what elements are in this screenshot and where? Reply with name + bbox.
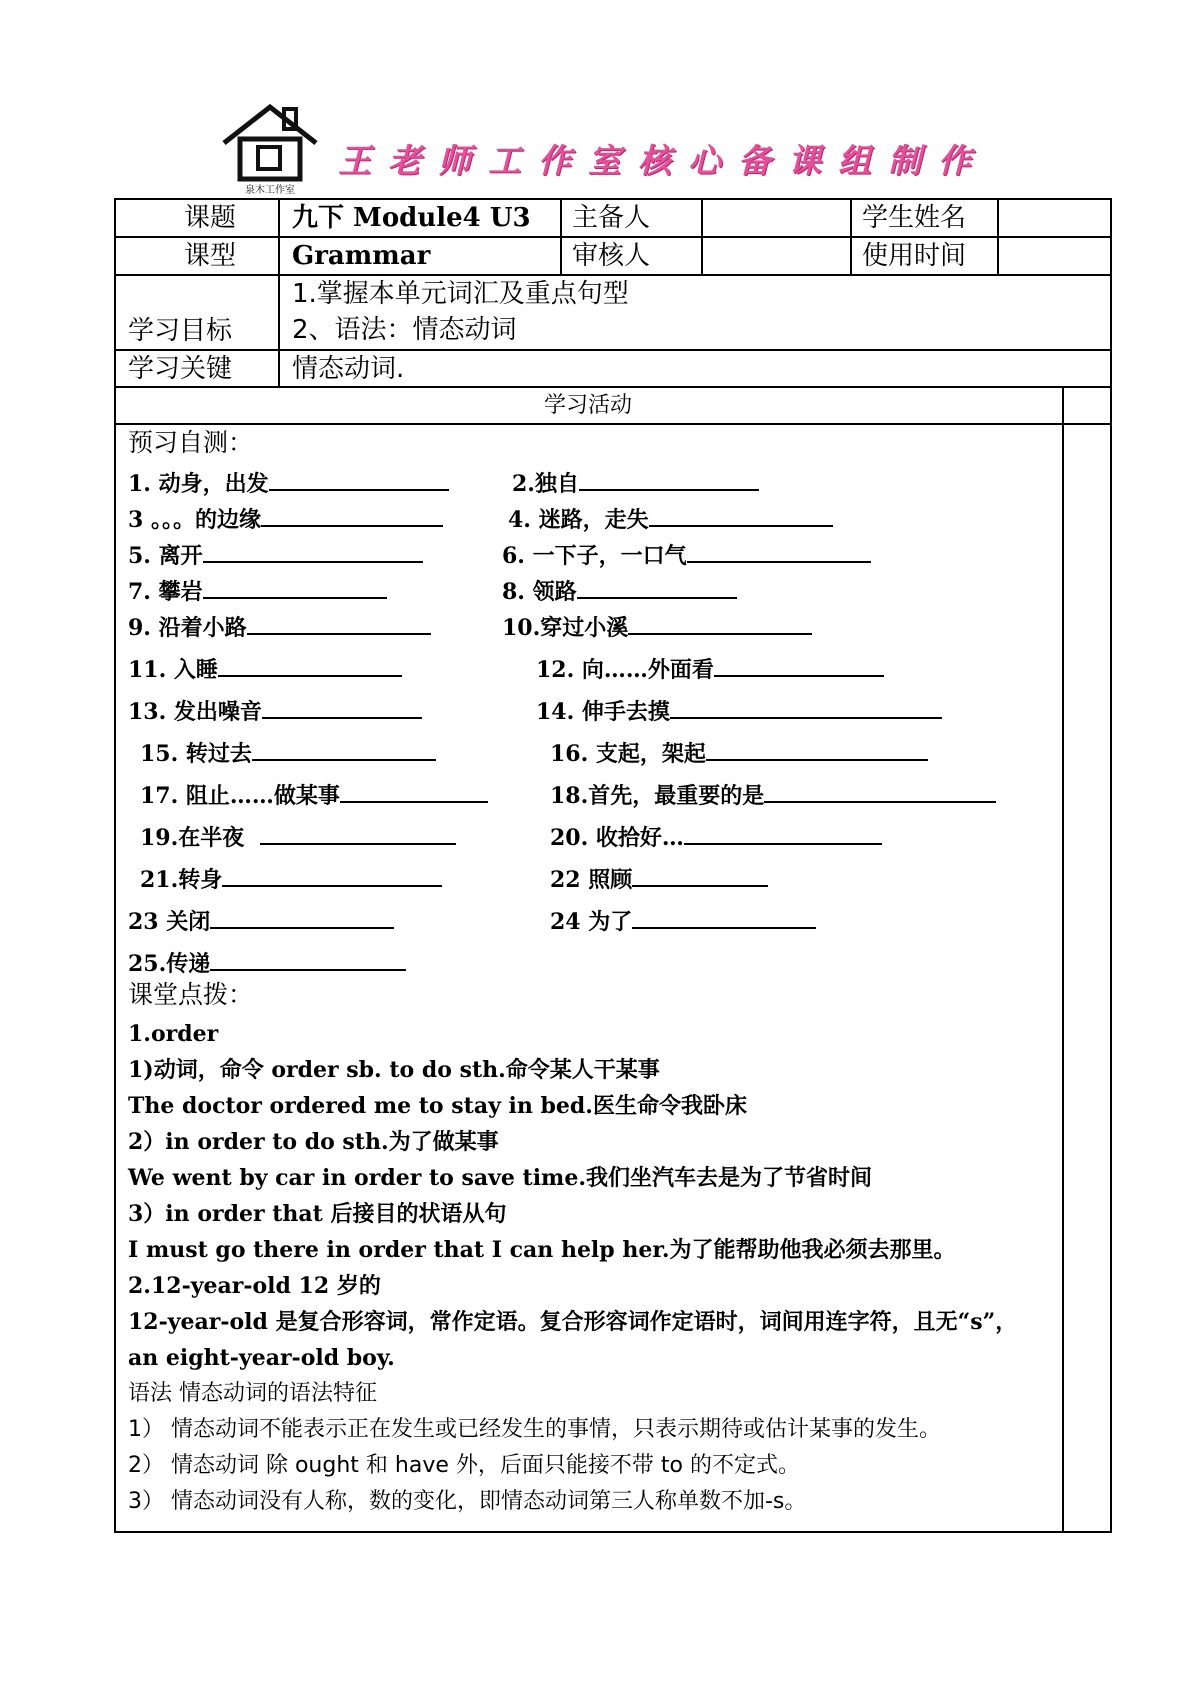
guidance-line: 3）in order that 后接目的状语从句 — [128, 1201, 507, 1227]
row-divider — [114, 236, 1112, 238]
banner-title: 王老师工作室核心备课组制作 — [338, 141, 988, 180]
usage-time-label: 使用时间 — [862, 241, 967, 271]
vocab-item: 12. 向……外面看 — [536, 653, 884, 684]
guidance-line: an eight-year-old boy. — [128, 1345, 395, 1371]
col-divider — [278, 198, 280, 386]
row-divider — [114, 274, 1112, 276]
grammar-line: 3） 情态动词没有人称，数的变化，即情态动词第三人称单数不加-s。 — [128, 1489, 807, 1514]
topic-value: 九下 Module4 U3 — [292, 203, 531, 233]
col-divider — [560, 198, 562, 274]
vocab-item: 8. 领路 — [502, 575, 737, 606]
guidance-line: 1)动词，命令 order sb. to do sth.命令某人干某事 — [128, 1057, 660, 1083]
grammar-line: 2） 情态动词 除 ought 和 have 外，后面只能接不带 to 的不定式。 — [128, 1453, 800, 1478]
vocab-item: 4. 迷路，走失 — [508, 503, 833, 534]
vocab-item: 10.穿过小溪 — [502, 611, 812, 642]
student-name-label: 学生姓名 — [862, 203, 967, 233]
type-value: Grammar — [292, 241, 431, 271]
key-label: 学习关键 — [128, 354, 233, 384]
grammar-title: 语法 情态动词的语法特征 — [128, 1381, 377, 1406]
row-divider — [114, 386, 1112, 388]
vocab-item: 16. 支起，架起 — [550, 737, 928, 768]
vocab-item: 1. 动身，出发 — [128, 467, 449, 498]
goal-line-1: 1.掌握本单元词汇及重点句型 — [292, 279, 629, 309]
guidance-line: The doctor ordered me to stay in bed.医生命令我卧床 — [128, 1093, 747, 1119]
vocab-item: 17. 阻止……做某事 — [140, 779, 488, 810]
guidance-line: 12-year-old 是复合形容词，常作定语。复合形容词作定语时，词间用连字符，且无“s”， — [128, 1309, 1018, 1335]
col-divider — [997, 198, 999, 274]
vocab-item: 5. 离开 — [128, 539, 423, 570]
vocab-item: 9. 沿着小路 — [128, 611, 431, 642]
preparer-label: 主备人 — [572, 203, 651, 233]
type-label: 课型 — [184, 241, 237, 271]
vocab-item: 25.传递 — [128, 947, 406, 978]
class-guidance-title: 课堂点拨： — [128, 980, 254, 1009]
row-divider — [114, 423, 1112, 425]
vocab-item: 15. 转过去 — [140, 737, 436, 768]
guidance-line: 2.12-year-old 12 岁的 — [128, 1273, 381, 1299]
guidance-line: We went by car in order to save time.我们坐汽车去是为了节省时间 — [128, 1165, 872, 1191]
guidance-line: I must go there in order that I can help her.为了能帮助他我必须去那里。 — [128, 1237, 956, 1263]
goal-line-2: 2、语法：情态动词 — [292, 315, 517, 345]
vocab-item: 11. 入睡 — [128, 653, 402, 684]
vocab-item: 6. 一下子，一口气 — [502, 539, 871, 570]
vocab-item: 21.转身 — [140, 863, 442, 894]
vocab-item: 14. 伸手去摸 — [536, 695, 942, 726]
vocab-item: 18.首先，最重要的是 — [550, 779, 996, 810]
activity-header: 学习活动 — [543, 393, 632, 418]
col-divider — [701, 198, 703, 274]
guidance-line: 1.order — [128, 1021, 219, 1047]
col-divider — [850, 198, 852, 274]
key-value: 情态动词. — [292, 354, 405, 384]
grammar-line: 1） 情态动词不能表示正在发生或已经发生的事情，只表示期待或估计某事的发生。 — [128, 1417, 941, 1442]
vocab-item: 7. 攀岩 — [128, 575, 387, 606]
vocab-item: 2.独自 — [512, 467, 759, 498]
vocab-item: 13. 发出噪音 — [128, 695, 422, 726]
vocab-item: 23 关闭 — [128, 905, 394, 936]
reviewer-label: 审核人 — [572, 241, 651, 271]
preview-title: 预习自测： — [128, 428, 254, 457]
vocab-item: 24 为了 — [550, 905, 816, 936]
col-divider — [1062, 386, 1064, 1533]
house-logo-icon — [218, 101, 322, 195]
vocab-item: 19.在半夜 — [140, 821, 456, 852]
goal-label: 学习目标 — [128, 316, 233, 346]
guidance-line: 2）in order to do sth.为了做某事 — [128, 1129, 499, 1155]
row-divider — [114, 349, 1112, 351]
vocab-item: 22 照顾 — [550, 863, 768, 894]
svg-text:泉木工作室: 泉木工作室 — [245, 185, 295, 195]
vocab-item: 3 。。。的边缘 — [128, 503, 443, 534]
vocab-item: 20. 收拾好… — [550, 821, 882, 852]
topic-label: 课题 — [184, 203, 237, 233]
